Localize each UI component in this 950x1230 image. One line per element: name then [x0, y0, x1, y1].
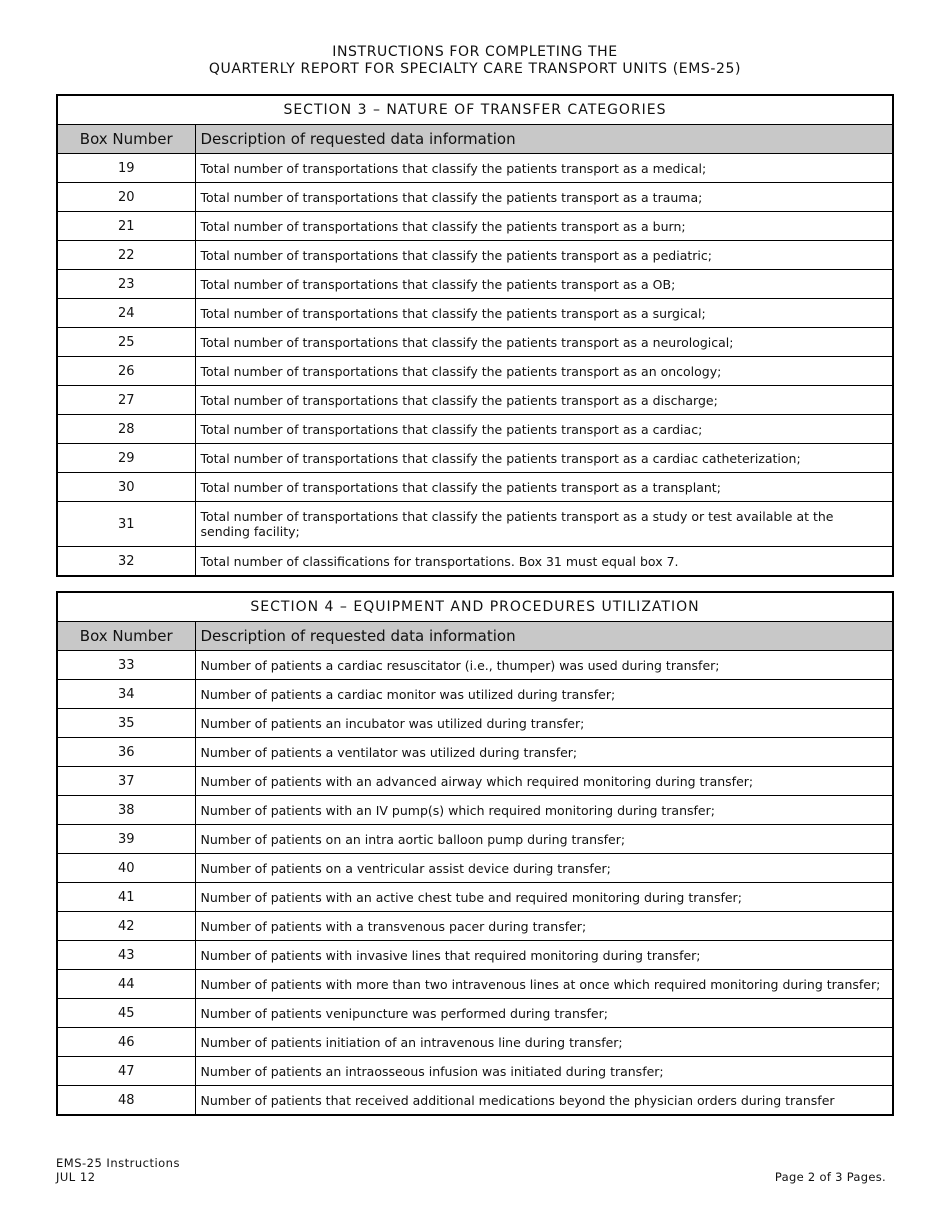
footer-form-name: EMS-25 Instructions: [56, 1156, 180, 1170]
description-cell: Number of patients with invasive lines that required monitoring during transfer;: [195, 941, 893, 970]
description-cell: Total number of classifications for transportations. Box 31 must equal box 7.: [195, 547, 893, 577]
table-row: [57, 241, 893, 270]
table-row: [57, 444, 893, 473]
description-cell: Number of patients on an intra aortic balloon pump during transfer;: [195, 825, 893, 854]
description-cell: Number of patients that received additional medications beyond the physician orders during transfer: [195, 1086, 893, 1116]
table-row: [57, 328, 893, 357]
box-number-cell: 28: [57, 415, 195, 444]
box-number-cell: 48: [57, 1086, 195, 1116]
footer-date: JUL 12: [56, 1170, 96, 1184]
description-cell: Number of patients an incubator was utilized during transfer;: [195, 709, 893, 738]
description-cell: Total number of transportations that classify the patients transport as a cardiac;: [195, 415, 893, 444]
description-cell: Number of patients with a transvenous pacer during transfer;: [195, 912, 893, 941]
section-4-title: SECTION 4 – EQUIPMENT AND PROCEDURES UTILIZATION: [57, 592, 893, 622]
box-number-cell: 26: [57, 357, 195, 386]
table-row: [57, 299, 893, 328]
description-cell: Number of patients a cardiac monitor was utilized during transfer;: [195, 680, 893, 709]
table-row: [57, 796, 893, 825]
column-header-box-number: Box Number: [57, 622, 195, 651]
description-cell: Total number of transportations that classify the patients transport as a surgical;: [195, 299, 893, 328]
box-number-cell: 38: [57, 796, 195, 825]
description-cell: Total number of transportations that classify the patients transport as an oncology;: [195, 357, 893, 386]
box-number-cell: 24: [57, 299, 195, 328]
table-row: [57, 709, 893, 738]
box-number-cell: 47: [57, 1057, 195, 1086]
description-cell: Number of patients venipuncture was performed during transfer;: [195, 999, 893, 1028]
section-4-table: [56, 591, 894, 1116]
box-number-cell: 40: [57, 854, 195, 883]
table-row: [57, 854, 893, 883]
table-row: [57, 738, 893, 767]
description-cell: Number of patients with an advanced airway which required monitoring during transfer;: [195, 767, 893, 796]
table-row: [57, 941, 893, 970]
box-number-cell: 27: [57, 386, 195, 415]
box-number-cell: 25: [57, 328, 195, 357]
table-row: [57, 1057, 893, 1086]
section-3-title: SECTION 3 – NATURE OF TRANSFER CATEGORIES: [57, 95, 893, 125]
title-line-1: INSTRUCTIONS FOR COMPLETING THE: [332, 44, 618, 60]
description-cell: Total number of transportations that classify the patients transport as a transplant;: [195, 473, 893, 502]
table-row: [57, 502, 893, 547]
table-row: [57, 912, 893, 941]
description-cell: Total number of transportations that classify the patients transport as a study or test available at the sending facility;: [195, 502, 893, 547]
box-number-cell: 33: [57, 651, 195, 680]
description-cell: Number of patients initiation of an intravenous line during transfer;: [195, 1028, 893, 1057]
box-number-cell: 22: [57, 241, 195, 270]
box-number-cell: 23: [57, 270, 195, 299]
table-row: [57, 183, 893, 212]
box-number-cell: 39: [57, 825, 195, 854]
description-cell: Number of patients a cardiac resuscitator (i.e., thumper) was used during transfer;: [195, 651, 893, 680]
box-number-cell: 35: [57, 709, 195, 738]
description-cell: Total number of transportations that classify the patients transport as a cardiac catheterization;: [195, 444, 893, 473]
box-number-cell: 20: [57, 183, 195, 212]
title-line-2: QUARTERLY REPORT FOR SPECIALTY CARE TRANSPORT UNITS (EMS-25): [208, 61, 742, 77]
table-row: [57, 1086, 893, 1116]
section-3-table: [56, 94, 894, 577]
table-row: [57, 212, 893, 241]
box-number-cell: 31: [57, 502, 195, 547]
table-row: [57, 357, 893, 386]
table-row: [57, 386, 893, 415]
description-cell: Number of patients with more than two intravenous lines at once which required monitoring during transfer;: [195, 970, 893, 999]
box-number-cell: 44: [57, 970, 195, 999]
description-cell: Total number of transportations that classify the patients transport as a neurological;: [195, 328, 893, 357]
table-row: [57, 883, 893, 912]
footer-page-number: Page 2 of 3 Pages.: [774, 1170, 886, 1184]
box-number-cell: 41: [57, 883, 195, 912]
description-cell: Number of patients with an IV pump(s) which required monitoring during transfer;: [195, 796, 893, 825]
table-row: [57, 767, 893, 796]
box-number-cell: 29: [57, 444, 195, 473]
box-number-cell: 42: [57, 912, 195, 941]
footer-form-info: [56, 1156, 180, 1184]
table-row: [57, 270, 893, 299]
description-cell: Number of patients on a ventricular assist device during transfer;: [195, 854, 893, 883]
box-number-cell: 32: [57, 547, 195, 577]
table-row: [57, 651, 893, 680]
description-cell: Total number of transportations that classify the patients transport as a pediatric;: [195, 241, 893, 270]
description-cell: Number of patients a ventilator was utilized during transfer;: [195, 738, 893, 767]
table-row: [57, 1028, 893, 1057]
table-row: [57, 154, 893, 183]
description-cell: Total number of transportations that classify the patients transport as a OB;: [195, 270, 893, 299]
table-row: [57, 999, 893, 1028]
description-cell: Total number of transportations that classify the patients transport as a burn;: [195, 212, 893, 241]
column-header-box-number: Box Number: [57, 125, 195, 154]
description-cell: Number of patients an intraosseous infusion was initiated during transfer;: [195, 1057, 893, 1086]
box-number-cell: 43: [57, 941, 195, 970]
description-cell: Total number of transportations that classify the patients transport as a discharge;: [195, 386, 893, 415]
box-number-cell: 19: [57, 154, 195, 183]
document-title: [0, 44, 950, 78]
table-row: [57, 825, 893, 854]
description-cell: Total number of transportations that classify the patients transport as a trauma;: [195, 183, 893, 212]
description-cell: Total number of transportations that classify the patients transport as a medical;: [195, 154, 893, 183]
description-cell: Number of patients with an active chest tube and required monitoring during transfer;: [195, 883, 893, 912]
table-row: [57, 970, 893, 999]
box-number-cell: 30: [57, 473, 195, 502]
box-number-cell: 36: [57, 738, 195, 767]
box-number-cell: 46: [57, 1028, 195, 1057]
box-number-cell: 45: [57, 999, 195, 1028]
column-header-description: Description of requested data information: [195, 125, 893, 154]
box-number-cell: 37: [57, 767, 195, 796]
table-row: [57, 473, 893, 502]
box-number-cell: 21: [57, 212, 195, 241]
table-row: [57, 415, 893, 444]
box-number-cell: 34: [57, 680, 195, 709]
table-row: [57, 547, 893, 577]
column-header-description: Description of requested data information: [195, 622, 893, 651]
table-row: [57, 680, 893, 709]
